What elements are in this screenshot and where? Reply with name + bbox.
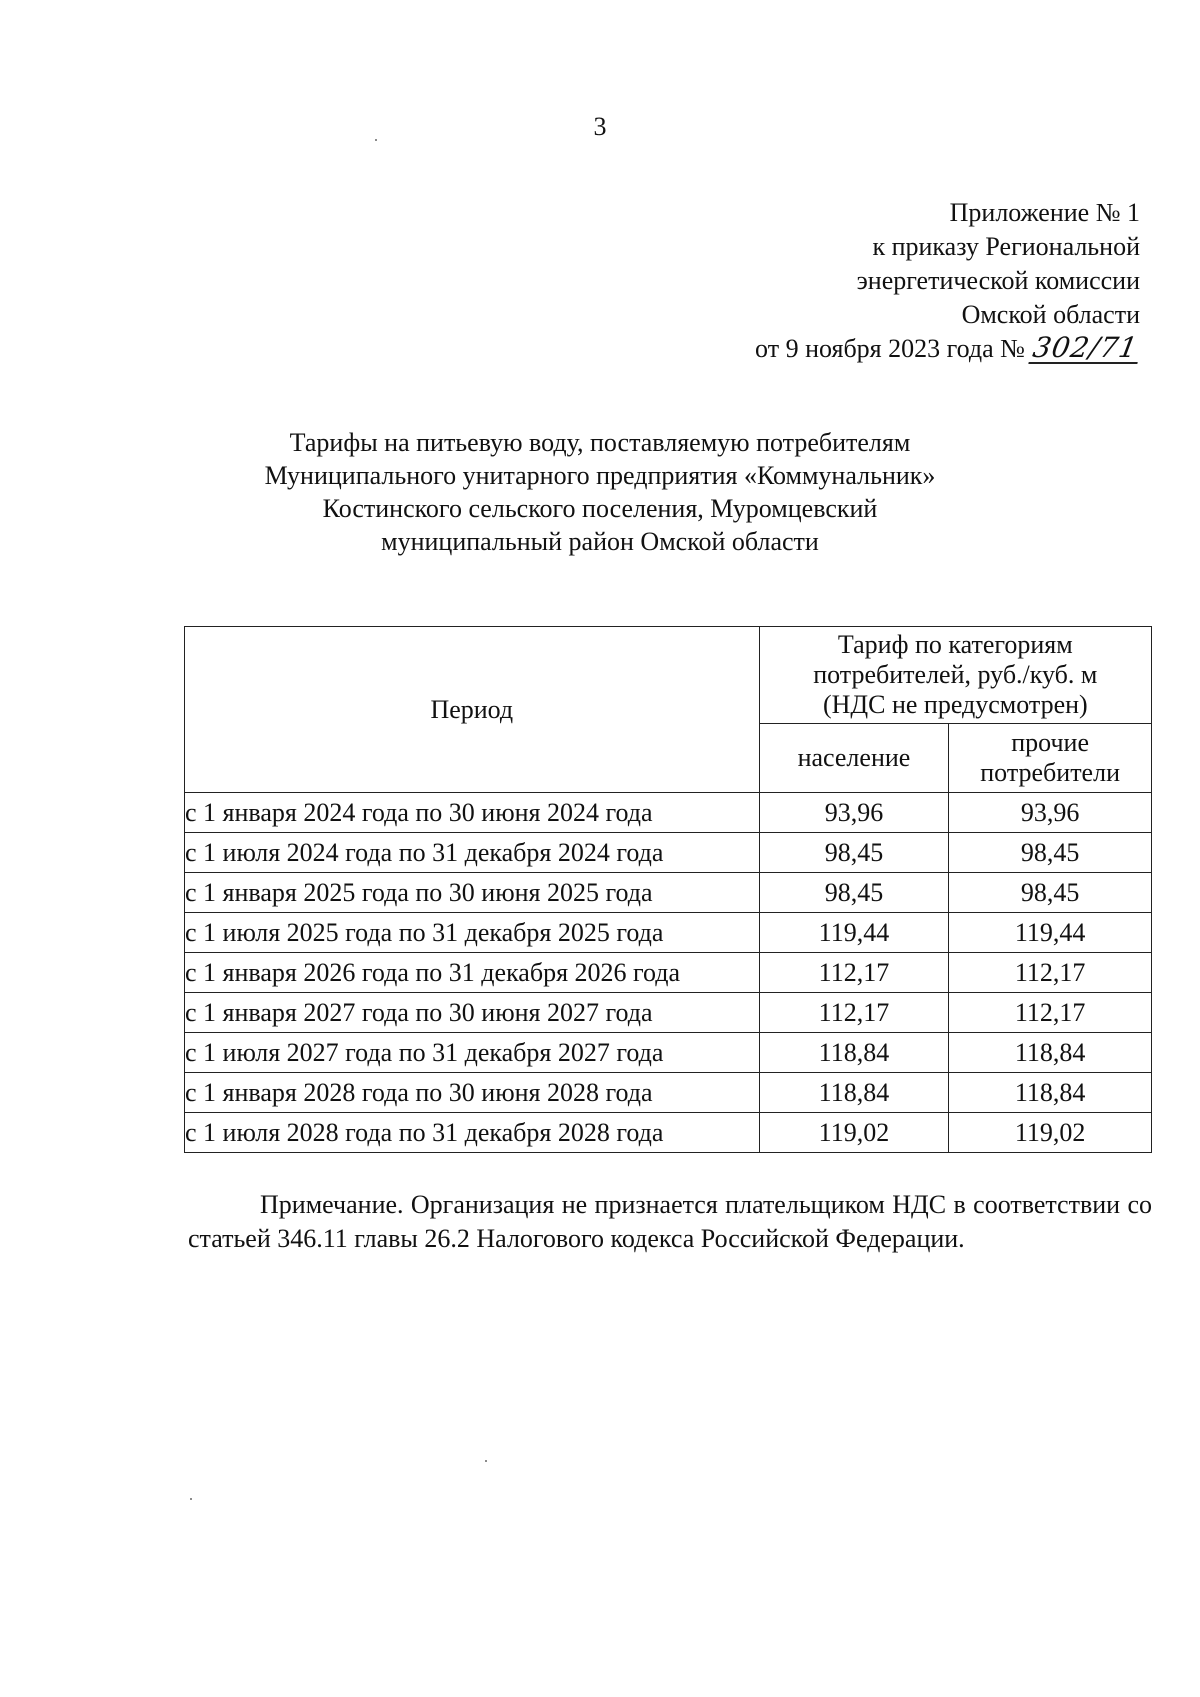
row-other-tariff: 118,84: [949, 1073, 1152, 1113]
header-population: население: [759, 724, 949, 793]
row-period: с 1 июля 2028 года по 31 декабря 2028 года: [185, 1113, 760, 1153]
tariff-table: [184, 626, 1152, 1153]
order-date: от 9 ноября 2023 года №: [755, 334, 1025, 363]
row-period: с 1 января 2027 года по 30 июня 2027 года: [185, 993, 760, 1033]
header-other-line-2: потребители: [980, 758, 1120, 787]
header-other-consumers: [949, 724, 1152, 793]
title-line-3: Костинского сельского поселения, Муромцевский: [322, 494, 878, 523]
table-row: [185, 953, 1152, 993]
appendix-line-3: энергетической комиссии: [856, 266, 1140, 295]
table-row: [185, 873, 1152, 913]
document-title: [0, 426, 1200, 558]
table-row: [185, 1113, 1152, 1153]
row-period: с 1 января 2025 года по 30 июня 2025 года: [185, 873, 760, 913]
table-row: [185, 833, 1152, 873]
row-population-tariff: 118,84: [759, 1073, 949, 1113]
row-population-tariff: 119,02: [759, 1113, 949, 1153]
row-other-tariff: 93,96: [949, 793, 1152, 833]
row-population-tariff: 112,17: [759, 993, 949, 1033]
title-line-2: Муниципального унитарного предприятия «Коммунальник»: [264, 461, 936, 490]
appendix-line-4: Омской области: [961, 300, 1140, 329]
row-period: с 1 июля 2025 года по 31 декабря 2025 года: [185, 913, 760, 953]
table-row: [185, 913, 1152, 953]
header-other-line-1: прочие: [1011, 728, 1090, 757]
table-header-row: [185, 627, 1152, 724]
handwritten-order-number: 302/71: [1030, 331, 1142, 364]
appendix-line-1: Приложение № 1: [949, 198, 1140, 227]
row-population-tariff: 98,45: [759, 833, 949, 873]
appendix-header: [755, 196, 1140, 366]
row-other-tariff: 112,17: [949, 953, 1152, 993]
row-period: с 1 июля 2027 года по 31 декабря 2027 года: [185, 1033, 760, 1073]
header-tariff-line-2: потребителей, руб./куб. м: [813, 660, 1098, 689]
row-population-tariff: 119,44: [759, 913, 949, 953]
row-period: с 1 июля 2024 года по 31 декабря 2024 года: [185, 833, 760, 873]
table-row: [185, 1073, 1152, 1113]
table-row: [185, 993, 1152, 1033]
row-period: с 1 января 2026 года по 31 декабря 2026 года: [185, 953, 760, 993]
row-population-tariff: 112,17: [759, 953, 949, 993]
title-line-4: муниципальный район Омской области: [381, 527, 819, 556]
row-other-tariff: 119,02: [949, 1113, 1152, 1153]
row-population-tariff: 93,96: [759, 793, 949, 833]
scan-speck: [375, 139, 377, 141]
page-number: 3: [593, 112, 607, 141]
header-period: Период: [185, 627, 760, 793]
row-other-tariff: 119,44: [949, 913, 1152, 953]
row-period: с 1 января 2024 года по 30 июня 2024 года: [185, 793, 760, 833]
row-other-tariff: 118,84: [949, 1033, 1152, 1073]
table-row: [185, 1033, 1152, 1073]
row-other-tariff: 98,45: [949, 833, 1152, 873]
scan-speck: [190, 1498, 192, 1500]
table-row: [185, 793, 1152, 833]
scan-speck: [485, 1460, 487, 1462]
header-tariff-line-3: (НДС не предусмотрен): [822, 690, 1088, 719]
header-tariff: [759, 627, 1151, 724]
row-other-tariff: 98,45: [949, 873, 1152, 913]
row-period: с 1 января 2028 года по 30 июня 2028 года: [185, 1073, 760, 1113]
row-population-tariff: 118,84: [759, 1033, 949, 1073]
row-other-tariff: 112,17: [949, 993, 1152, 1033]
row-population-tariff: 98,45: [759, 873, 949, 913]
order-reference: [755, 332, 1140, 366]
title-line-1: Тарифы на питьевую воду, поставляемую потребителям: [289, 428, 911, 457]
appendix-line-2: к приказу Региональной: [872, 232, 1140, 261]
header-tariff-line-1: Тариф по категориям: [837, 630, 1073, 659]
note-paragraph: Примечание. Организация не признается плательщиком НДС в соответствии со статьей 346.11 главы 26.2 Налогового кодекса Российской Федерации.: [188, 1190, 1152, 1253]
